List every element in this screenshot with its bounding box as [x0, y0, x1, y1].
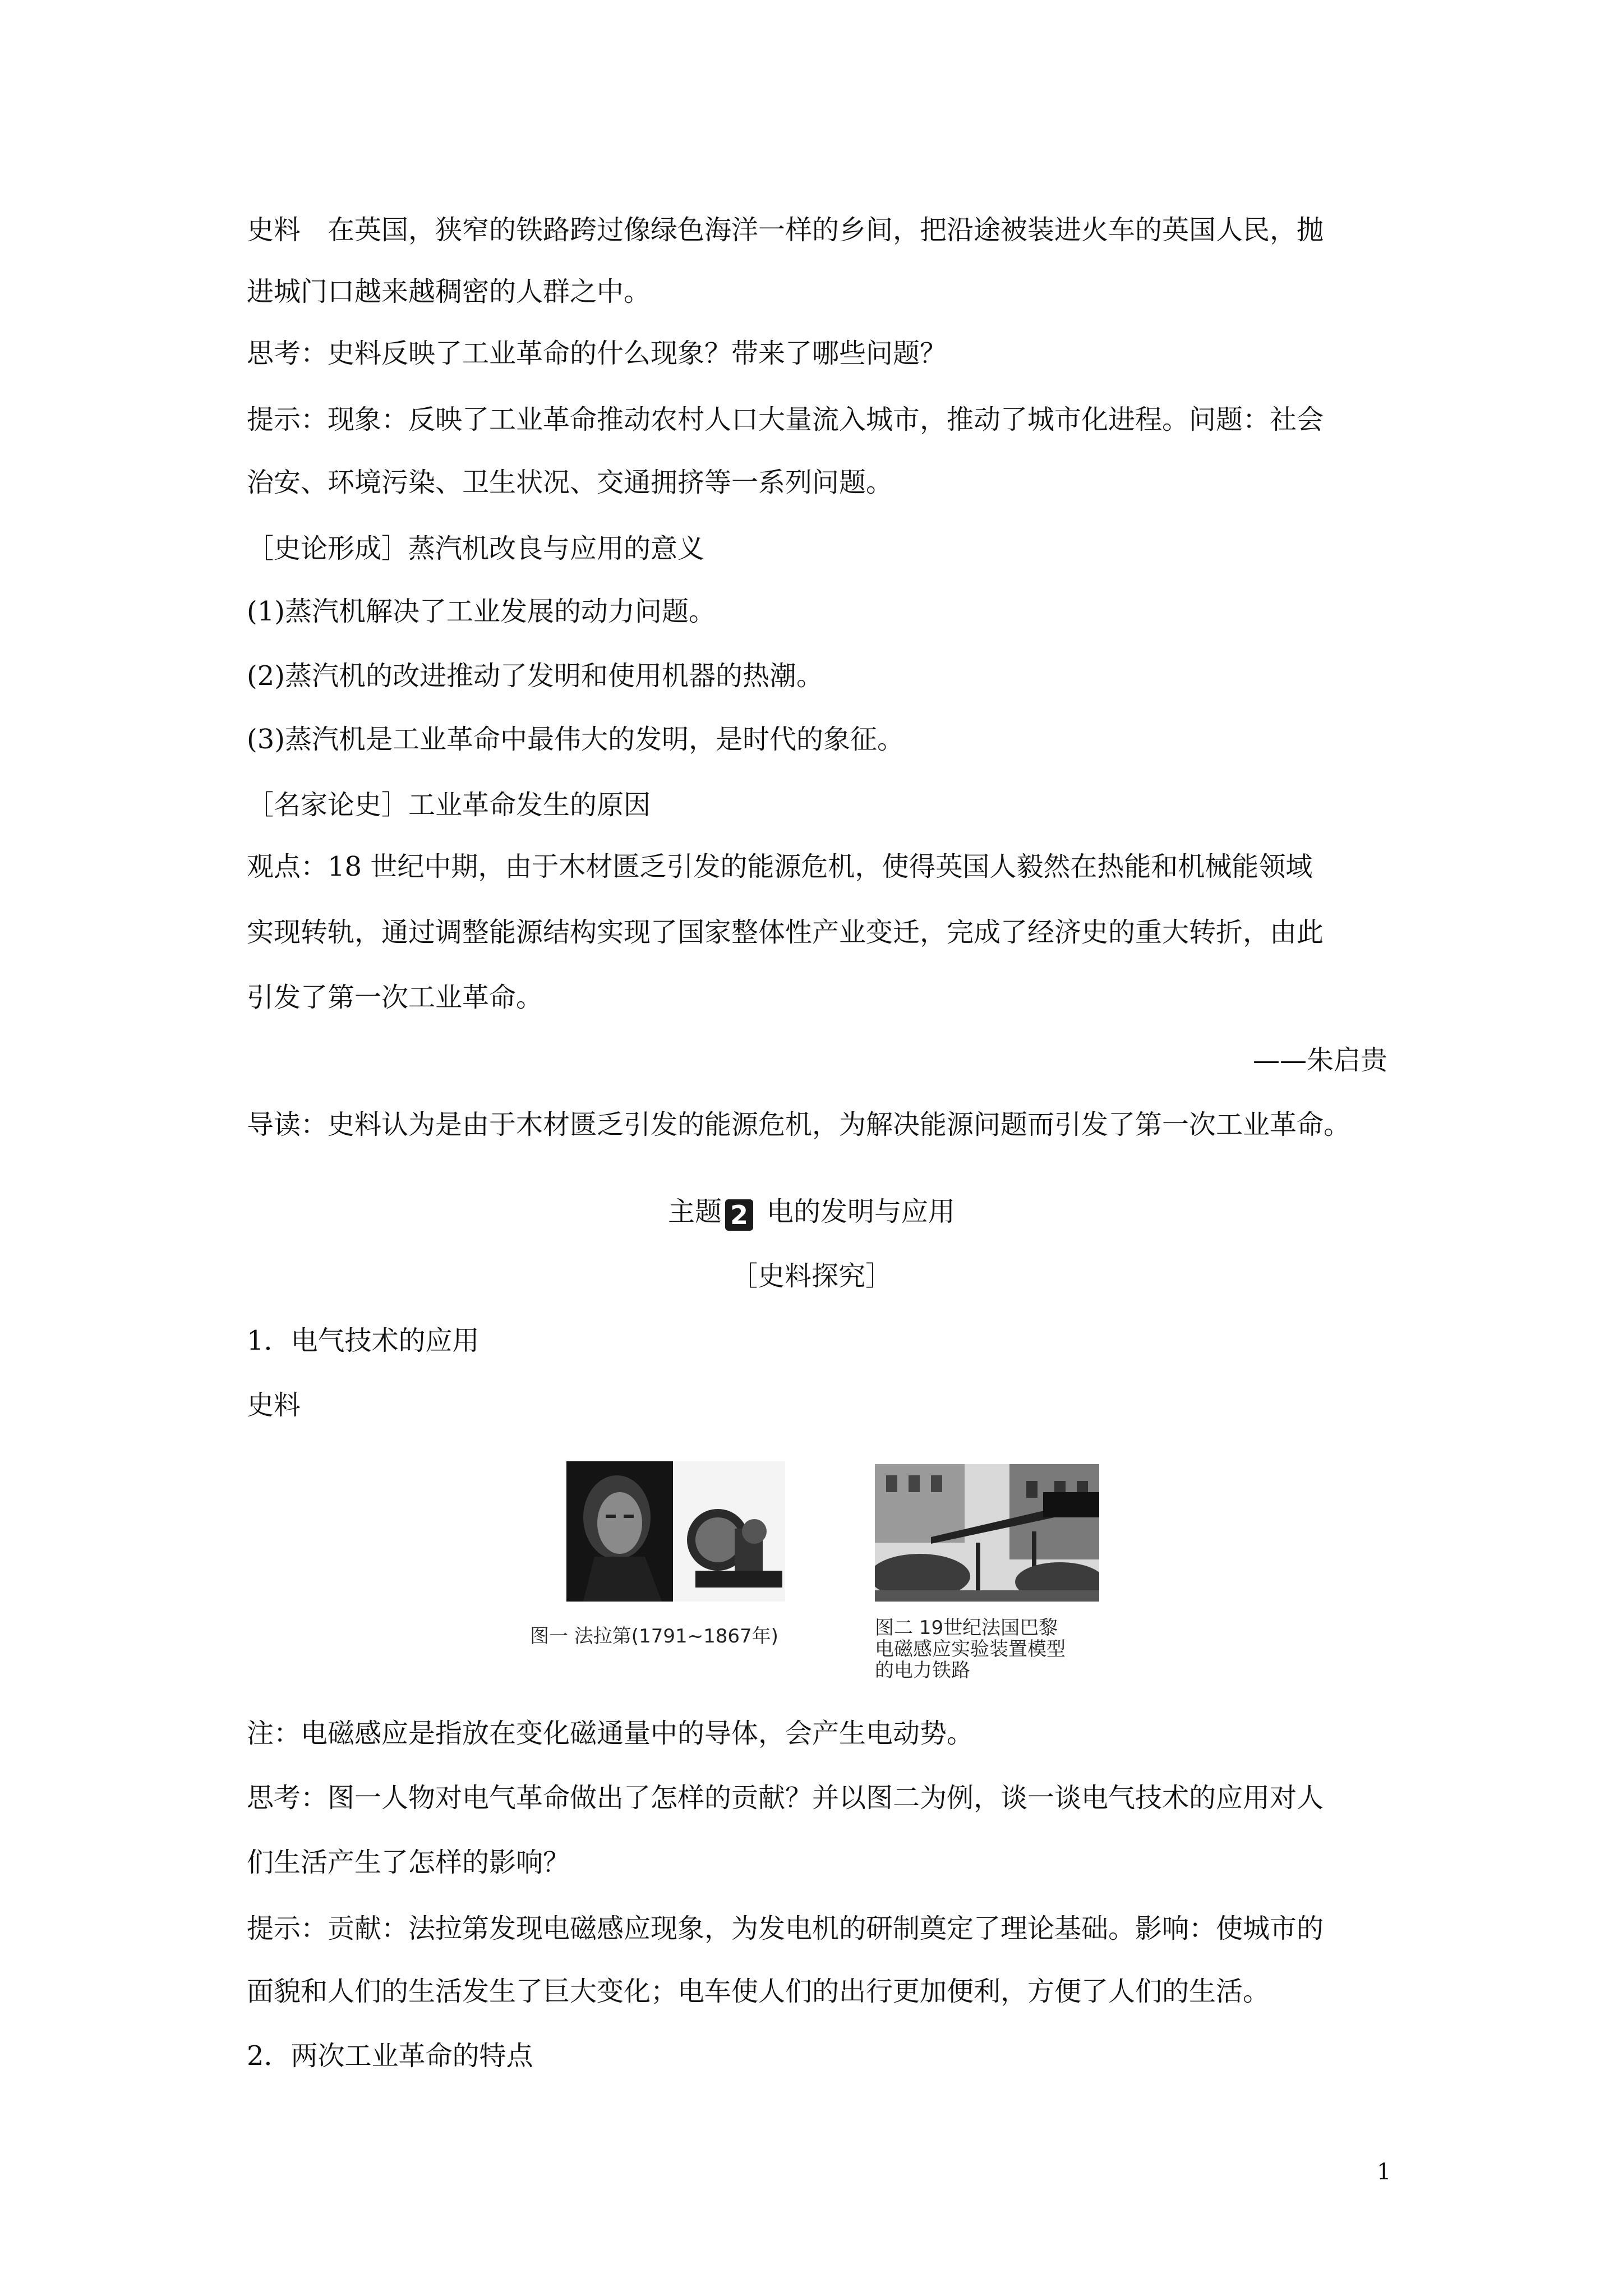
list-item: (1)蒸汽机解决了工业发展的动力问题。: [247, 596, 716, 627]
paris-electric-railway-image: [875, 1464, 1099, 1602]
section-label: ［史料探究］: [730, 1260, 892, 1292]
paragraph-line: 实现转轨，通过调整能源结构实现了国家整体性产业变迁，完成了经济史的重大转折，由此: [247, 917, 1324, 948]
attribution: ——朱启贵: [1252, 1045, 1387, 1076]
paragraph-line: 提示：现象：反映了工业革命推动农村人口大量流入城市，推动了城市化进程。问题：社会: [247, 404, 1324, 435]
paragraph-line: 治安、环境污染、卫生状况、交通拥挤等一系列问题。: [247, 467, 893, 498]
paragraph-line: 面貌和人们的生活发生了巨大变化；电车使人们的出行更加便利，方便了人们的生活。: [247, 1976, 1270, 2007]
section-heading: ［名家论史］工业革命发生的原因: [247, 789, 651, 821]
paragraph-line: 思考：史料反映了工业革命的什么现象？带来了哪些问题？: [247, 338, 947, 369]
paragraph-line: 们生活产生了怎样的影响？: [247, 1847, 570, 1878]
figure-2-caption-line-3: 的电力铁路: [875, 1659, 970, 1682]
paragraph-line: 提示：贡献：法拉第发现电磁感应现象，为发电机的研制奠定了理论基础。影响：使城市的: [247, 1913, 1324, 1944]
figure-1-caption: 图一 法拉第(1791~1867年): [530, 1625, 778, 1648]
figure-2-caption-line-1: 图二 19世纪法国巴黎: [875, 1617, 1058, 1639]
faraday-illustration: [566, 1461, 785, 1602]
railway-illustration: [875, 1464, 1099, 1602]
page-number: 1: [1377, 2159, 1391, 2185]
paragraph-line: 引发了第一次工业革命。: [247, 982, 543, 1013]
paragraph-line: 史料: [247, 1389, 301, 1421]
list-item: (3)蒸汽机是工业革命中最伟大的发明，是时代的象征。: [247, 724, 904, 755]
note-line: 注：电磁感应是指放在变化磁通量中的导体，会产生电动势。: [247, 1718, 974, 1749]
subheading: 1．电气技术的应用: [247, 1325, 479, 1356]
subheading: 2．两次工业革命的特点: [247, 2040, 533, 2072]
faraday-photo: [566, 1461, 785, 1602]
paragraph-line: 思考：图一人物对电气革命做出了怎样的贡献？并以图二为例，谈一谈电气技术的应用对人: [247, 1782, 1324, 1814]
paragraph-line: 进城门口越来越稠密的人群之中。: [247, 276, 651, 307]
topic-heading: [0, 1195, 1623, 1231]
section-heading: ［史论形成］蒸汽机改良与应用的意义: [247, 533, 705, 564]
list-item: (2)蒸汽机的改进推动了发明和使用机器的热潮。: [247, 660, 823, 692]
figure-2-caption-line-2: 电磁感应实验装置模型: [875, 1638, 1066, 1660]
paragraph-line: 史料 在英国，狭窄的铁路跨过像绿色海洋一样的乡间，把沿途被装进火车的英国人民，抛: [247, 214, 1324, 246]
paragraph-line: 导读：史料认为是由于木材匮乏引发的能源危机，为解决能源问题而引发了第一次工业革命。: [247, 1109, 1351, 1140]
topic-title: 电的发明与应用: [767, 1196, 956, 1227]
topic-prefix: 主题: [667, 1196, 722, 1227]
topic-number-badge: 2: [725, 1199, 753, 1231]
paragraph-line: 观点：18 世纪中期，由于木材匮乏引发的能源危机，使得英国人毅然在热能和机械能领域: [247, 851, 1313, 882]
